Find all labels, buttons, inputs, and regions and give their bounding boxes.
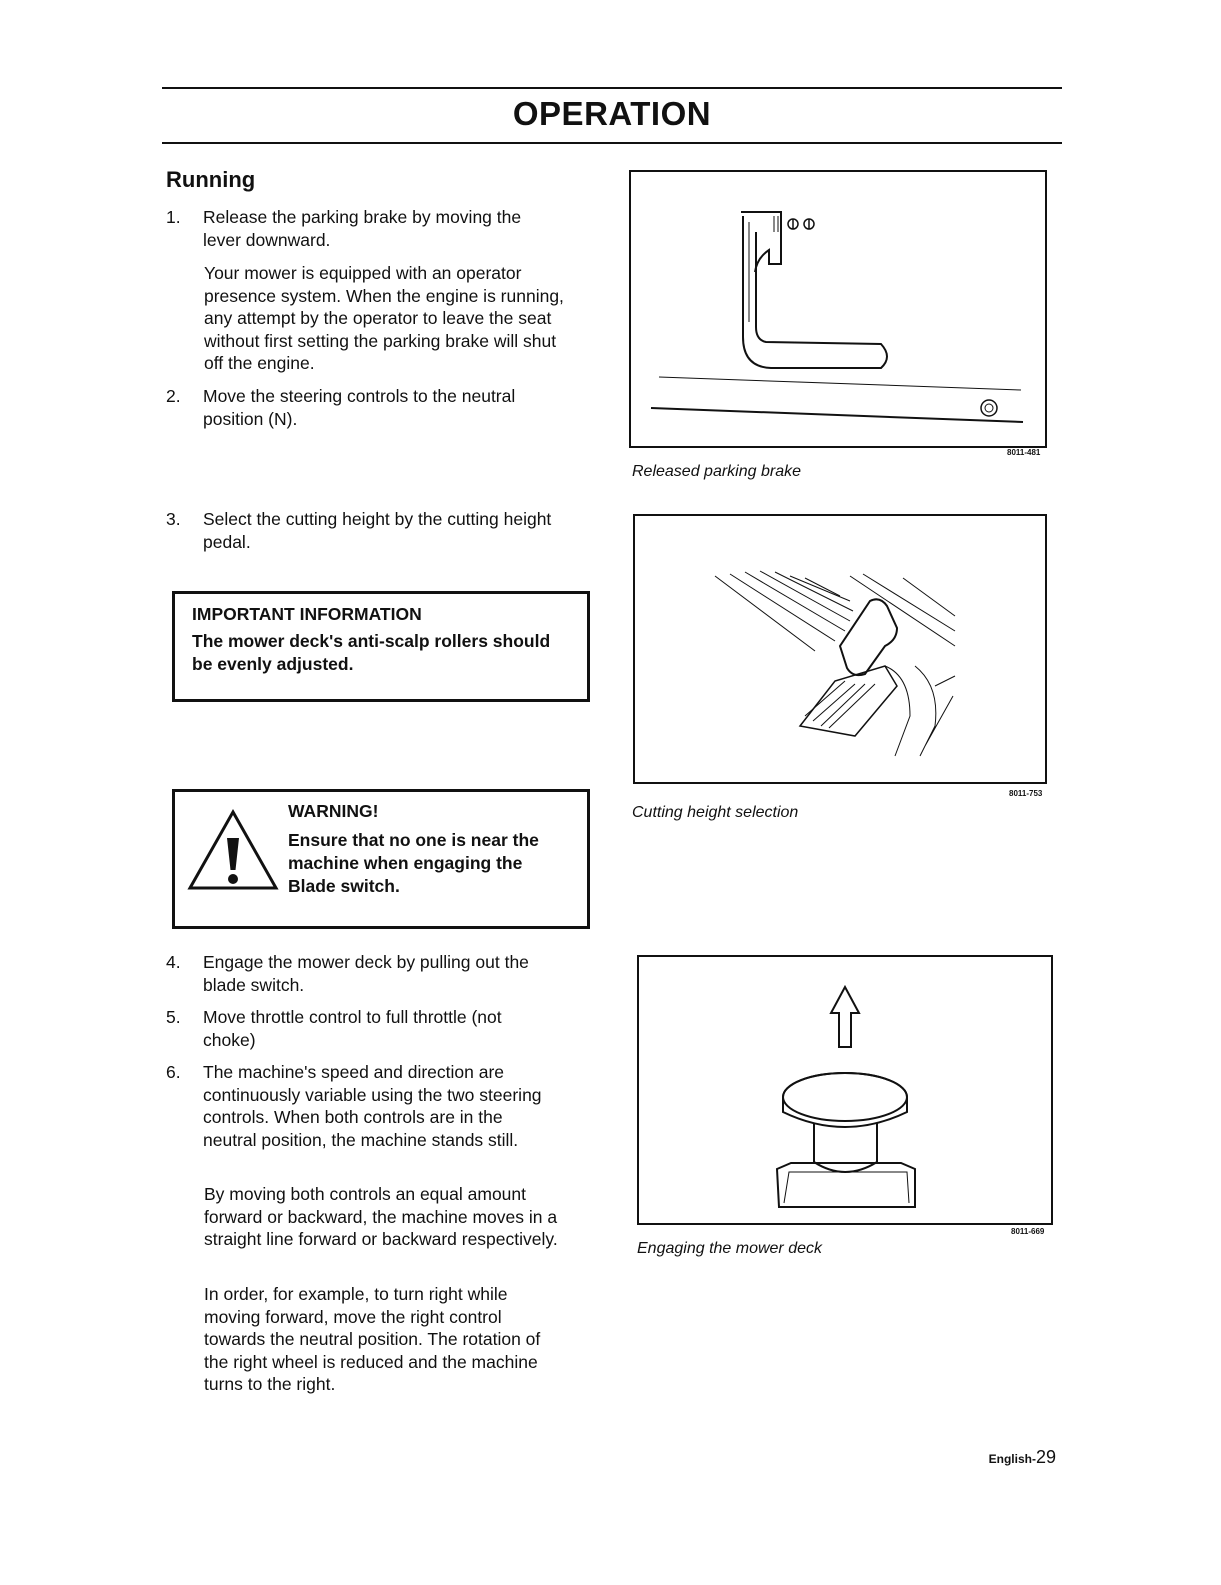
figure-code: 8011-753 [1009,789,1043,798]
header-rule-bottom [162,142,1062,144]
page-title: OPERATION [512,95,712,132]
header-rule-top [162,87,1062,89]
step-number: 5. [166,1007,181,1027]
page-number-value: 29 [1035,1447,1056,1467]
page-language: English- [988,1452,1036,1466]
step-text: Select the cutting height by the cutting height pedal. [203,509,552,552]
step-number: 2. [166,386,181,406]
figure-caption: Released parking brake [632,463,801,480]
step-text: Engage the mower deck by pulling out the blade switch. [203,952,529,995]
important-text: The mower deck's anti-scalp rollers should be evenly adjusted. [192,631,551,674]
step-number: 6. [166,1062,181,1082]
cutting-height-pedal-illustration [635,516,1045,782]
figure-mower-deck [637,955,1053,1225]
step-number: 3. [166,509,181,529]
figure-caption: Engaging the mower deck [637,1240,822,1257]
warning-box [172,789,590,929]
paragraph-forward-backward: By moving both controls an equal amount forward or backward, the machine moves in a straight line forward or backward respectively. [204,1184,558,1249]
paragraph-operator-presence: Your mower is equipped with an operator presence system. When the engine is running, any attempt by the operator to leave the seat without first setting the parking brake will shut off the engine. [204,263,564,373]
warning-title: WARNING! [288,801,379,821]
blade-switch-illustration [639,957,1051,1223]
important-information-box [172,591,590,702]
section-title: Running [166,167,256,192]
step-text: The machine's speed and direction are continuously variable using the two steering controls. When both controls are in the neutral position, the machine stands still. [203,1062,542,1150]
figure-code: 8011-669 [1011,1227,1045,1236]
page-number [989,1447,1056,1468]
figure-parking-brake [629,170,1047,448]
step-text: Move the steering controls to the neutral position (N). [203,386,516,429]
figure-code: 8011-481 [1007,448,1041,457]
important-title: IMPORTANT INFORMATION [192,604,422,624]
warning-text: Ensure that no one is near the machine when engaging the Blade switch. [288,830,539,896]
paragraph-turning: In order, for example, to turn right while moving forward, move the right control towards the neutral position. The rotation of the right wheel is reduced and the machine turns to the right. [204,1284,541,1394]
step-number: 1. [166,207,181,227]
step-number: 4. [166,952,181,972]
step-text: Release the parking brake by moving the lever downward. [203,207,522,250]
figure-cutting-height [633,514,1047,784]
step-text: Move throttle control to full throttle (not choke) [203,1007,502,1050]
parking-brake-illustration [631,172,1045,446]
warning-triangle-icon [186,808,280,894]
figure-caption: Cutting height selection [632,804,799,821]
